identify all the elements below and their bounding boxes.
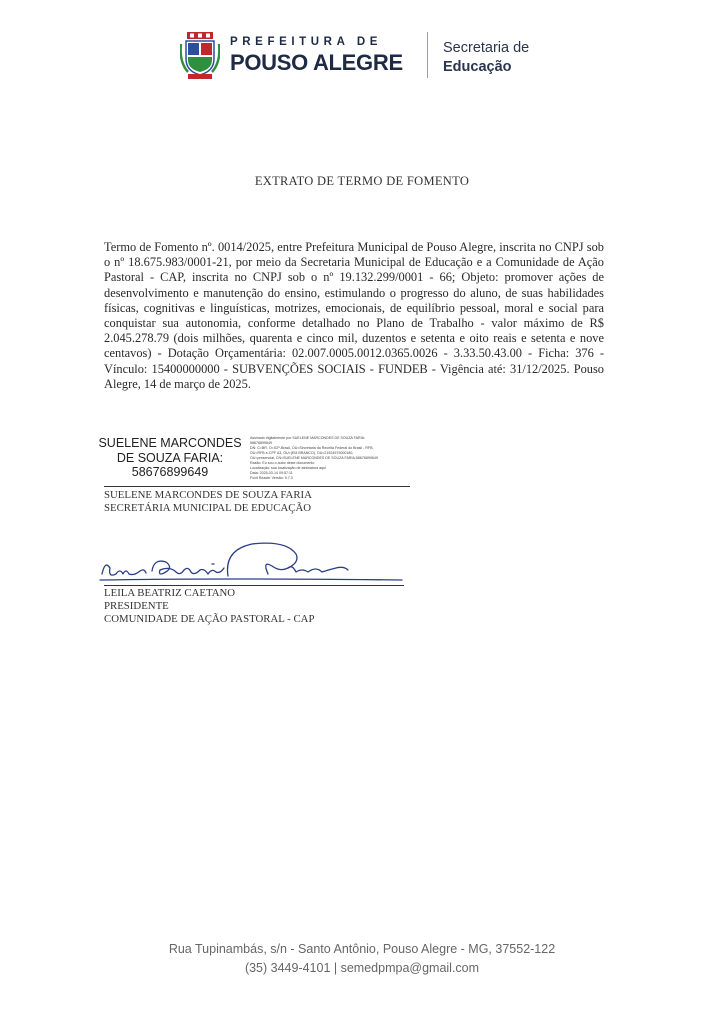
digital-signer-name-line1: SUELENE MARCONDES: [98, 436, 242, 450]
sig-detail-line: Localização: sua localização de assinatura aqui: [250, 466, 326, 470]
digital-signer-name: [90, 436, 250, 480]
educacao-label: Educação: [443, 59, 512, 75]
digital-signature-details: [250, 436, 420, 481]
footer-address: Rua Tupinambás, s/n - Santo Antônio, Pouso Alegre - MG, 37552-122: [168, 942, 556, 956]
signer-role: SECRETÁRIA MUNICIPAL DE EDUCAÇÃO: [104, 502, 312, 514]
signature-line: [104, 486, 410, 487]
header-divider: [427, 32, 428, 78]
sig-detail-line: OU=RFB e-CPF A3, OU=(EM BRANCO), OU=21924979000180,: [250, 451, 354, 455]
sig-detail-line: DN: C=BR, O=ICP-Brasil, OU=Secretaria da Receita Federal do Brasil - RFB,: [250, 446, 374, 450]
signature-line: [104, 585, 404, 586]
signer-role: PRESIDENTE: [104, 600, 169, 612]
signer-org: COMUNIDADE DE AÇÃO PASTORAL - CAP: [104, 613, 315, 625]
signer-name: SUELENE MARCONDES DE SOUZA FARIA: [104, 489, 312, 501]
footer-contact: (35) 3449-4101 | semedpmpa@gmail.com: [244, 960, 480, 975]
digital-signer-cpf: 58676899649: [131, 465, 209, 479]
page-footer: [0, 940, 724, 977]
digital-signature-block: [90, 436, 420, 492]
handwritten-signature: [96, 538, 406, 590]
sig-detail-line: Foxit Reader Versão: 9.7.0: [250, 476, 293, 480]
brand-pouso-alegre: POUSO ALEGRE: [230, 50, 403, 75]
sig-detail-line: Data: 2025-03-14 09:57:11: [250, 471, 293, 475]
document-title: EXTRATO DE TERMO DE FOMENTO: [254, 174, 470, 188]
brand-prefeitura-de: PREFEITURA DE: [230, 36, 383, 48]
sig-detail-line: OU=presencial, CN=SUELENE MARCONDES DE SOUZA FARIA:58676899649: [250, 456, 378, 460]
coat-of-arms-logo: [180, 32, 220, 82]
sig-detail-line: 58676899649: [250, 441, 272, 445]
sig-detail-line: Razão: Eu sou o autor deste documento: [250, 461, 315, 465]
digital-signer-name-line2: DE SOUZA FARIA:: [116, 450, 224, 465]
page-header: [180, 30, 580, 86]
signer-name: LEILA BEATRIZ CAETANO: [104, 587, 236, 599]
sig-detail-line: Assinado digitalmente por SUELENE MARCONDES DE SOUZA FARIA:: [250, 436, 366, 440]
signer-secretaria: [104, 489, 312, 515]
signer-cap: [104, 587, 314, 626]
secretaria-label: Secretaria de: [443, 40, 530, 56]
document-body: Termo de Fomento nº. 0014/2025, entre Prefeitura Municipal de Pouso Alegre, inscrita no CNPJ sob o nº 18.675.983/0001-21, por meio da Secretaria Municipal de Educação e a Comunidade de Ação Pastoral - CAP, inscrita no CNPJ sob o nº 19.132.299/0001 - 66; Objeto: promover ações de desenvolvimento e manutenção do ensino, estimulando o progresso do aluno, de suas habilidades físicas, cognitivas e linguísticas, motrizes, emocionais, de equilíbrio pessoal, moral e social para conquistar sua autonomia, conforme detalhado no Plano de Trabalho - valor máximo de R$ 2.045.278.79 (dois milhões, quarenta e cinco mil, duzentos e setenta e oito reais e setenta e nove centavos) - Dotação Orçamentária: 02.007.0005.0012.0365.0026 - 3.33.50.43.00 - Ficha: 376 - Vínculo: 15400000000 - SUBVENÇÕES SOCIAIS - FUNDEB - Vigência até: 31/12/2025. Pouso Alegre, 14 de março de 2025.: [104, 240, 604, 391]
